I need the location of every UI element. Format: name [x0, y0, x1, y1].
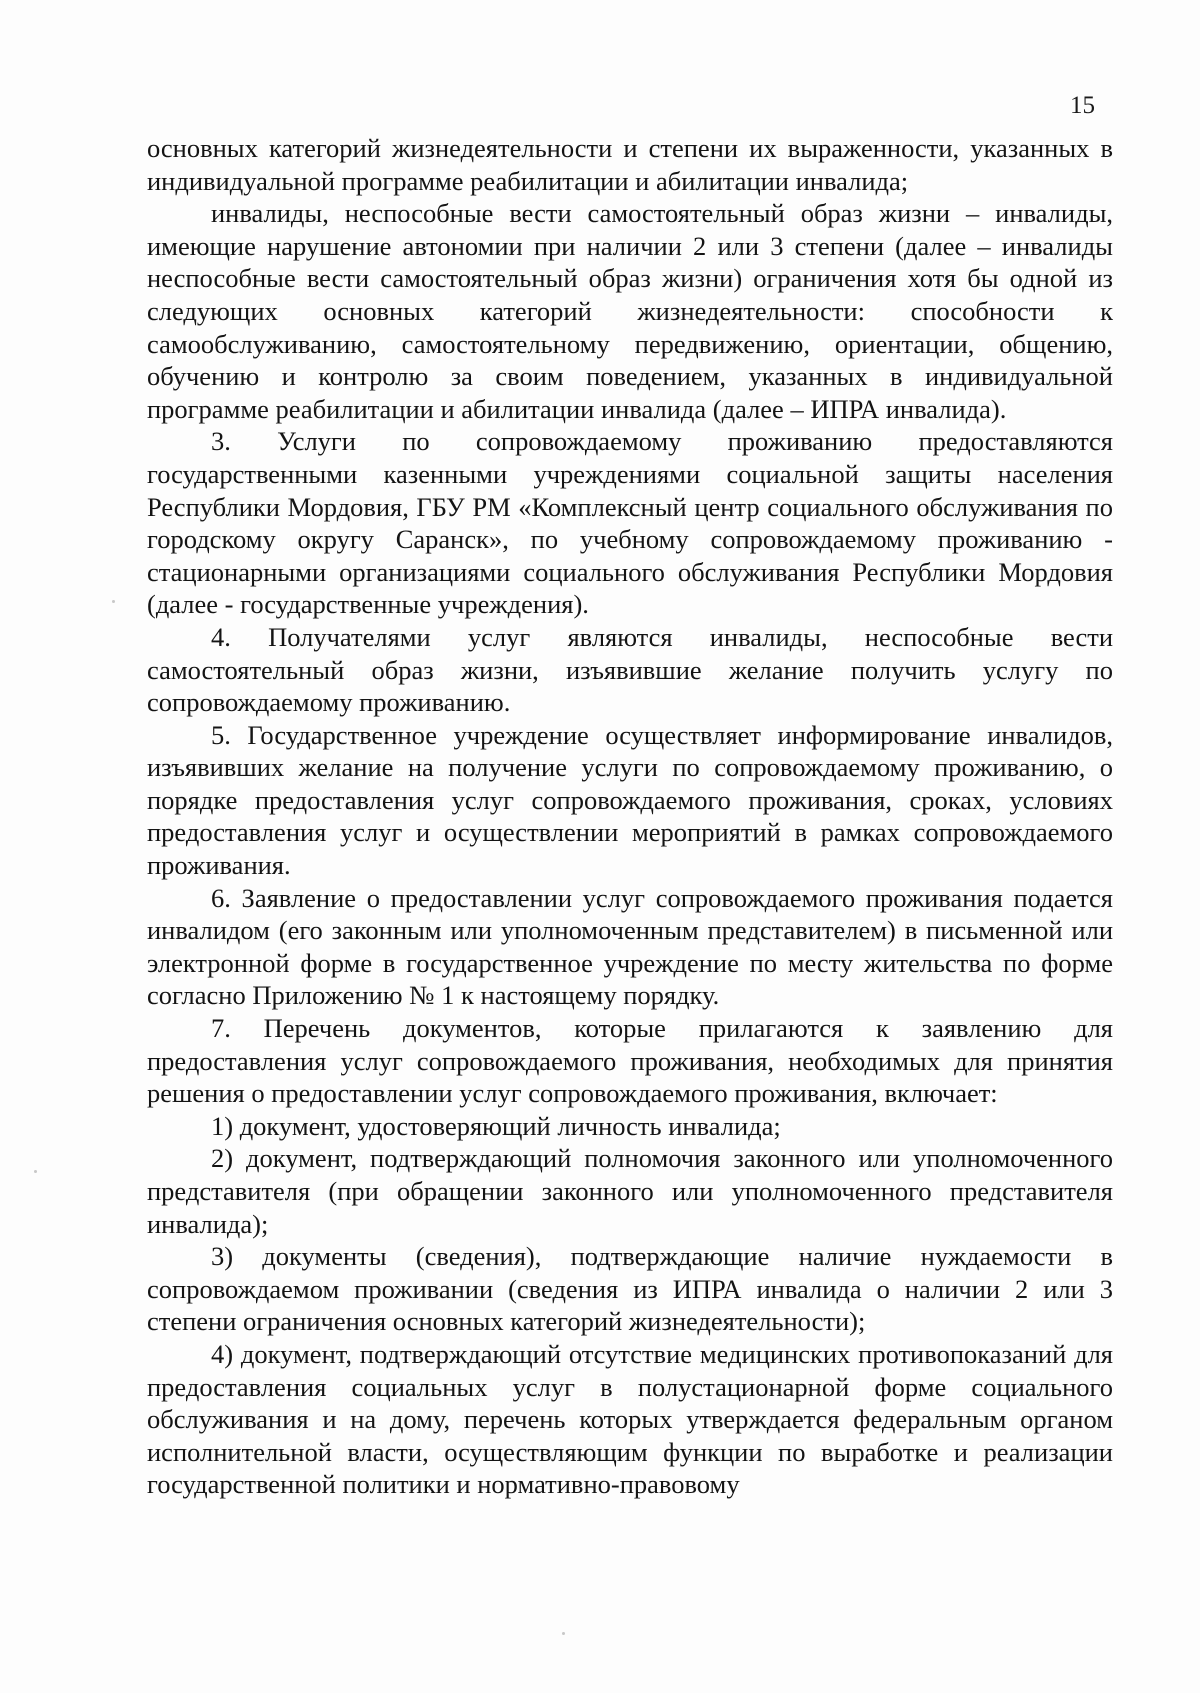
paragraph-4: 4. Получателями услуг являются инвалиды, неспособные вести самостоятельный образ жизни, изъявившие желание получить услугу по сопровождаемому проживанию. — [147, 621, 1113, 718]
scan-speck — [112, 600, 115, 603]
paragraph-3: 3. Услуги по сопровождаемому проживанию предоставляются государственными казенными учреждениями социальной защиты населения Республики Мордовия, ГБУ РМ «Комплексный центр социального обслуживания по городскому округу Саранск», по учебному сопровождаемому проживанию - стационарными организациями социального обслуживания Республики Мордовия (далее - государственные учреждения). — [147, 426, 1113, 620]
paragraph-6: 6. Заявление о предоставлении услуг сопровождаемого проживания подается инвалидом (его законным или уполномоченным представителем) в письменной или электронной форме в государственное учреждение по месту жительства по форме согласно Приложению № 1 к настоящему порядку. — [147, 882, 1113, 1011]
list-item-3: 3) документы (сведения), подтверждающие наличие нуждаемости в сопровождаемом проживании (сведения из ИПРА инвалида о наличии 2 или 3 степени ограничения основных категорий жизнедеятельности); — [147, 1241, 1113, 1337]
list-item-1: 1) документ, удостоверяющий личность инвалида; — [211, 1110, 781, 1141]
paragraph-7: 7. Перечень документов, которые прилагаются к заявлению для предоставления услуг сопровождаемого проживания, необходимых для принятия решения о предоставлении услуг сопровождаемого проживания, включает: — [147, 1013, 1113, 1109]
paragraph-definition: инвалиды, неспособные вести самостоятельный образ жизни – инвалиды, имеющие нарушение автономии при наличии 2 или 3 степени (далее – инвалиды неспособные вести самостоятельный образ жизни) ограничения хотя бы одной из следующих основных категорий жизнедеятельности: способности к самообслуживанию, самостоятельному передвижению, ориентации, общению, обучению и контролю за своим поведением, указанных в индивидуальной программе реабилитации и абилитации инвалида (далее – ИПРА инвалида). — [147, 198, 1113, 424]
list-item-4: 4) документ, подтверждающий отсутствие медицинских противопоказаний для предоставления социальных услуг в полустационарной форме социального обслуживания и на дому, перечень которых утверждается федеральным органом исполнительной власти, осуществляющим функции по выработке и реализации государственной политики и нормативно-правовому — [147, 1338, 1113, 1500]
list-item-2: 2) документ, подтверждающий полномочия законного или уполномоченного представителя (при обращении законного или уполномоченного представителя инвалида); — [147, 1143, 1113, 1239]
document-body — [147, 132, 1113, 1501]
paragraph-continuation: основных категорий жизнедеятельности и степени их выраженности, указанных в индивидуальной программе реабилитации и абилитации инвалида; — [147, 133, 1113, 196]
scan-speck — [562, 1632, 565, 1635]
paragraph-5: 5. Государственное учреждение осуществляет информирование инвалидов, изъявивших желание на получение услуги по сопровождаемому проживанию, о порядке предоставления услуг сопровождаемого проживания, сроках, условиях предоставления услуг и осуществлении мероприятий в рамках сопровождаемого проживания. — [147, 719, 1113, 881]
scan-speck — [34, 1170, 37, 1173]
page-number: 15 — [1070, 92, 1095, 119]
